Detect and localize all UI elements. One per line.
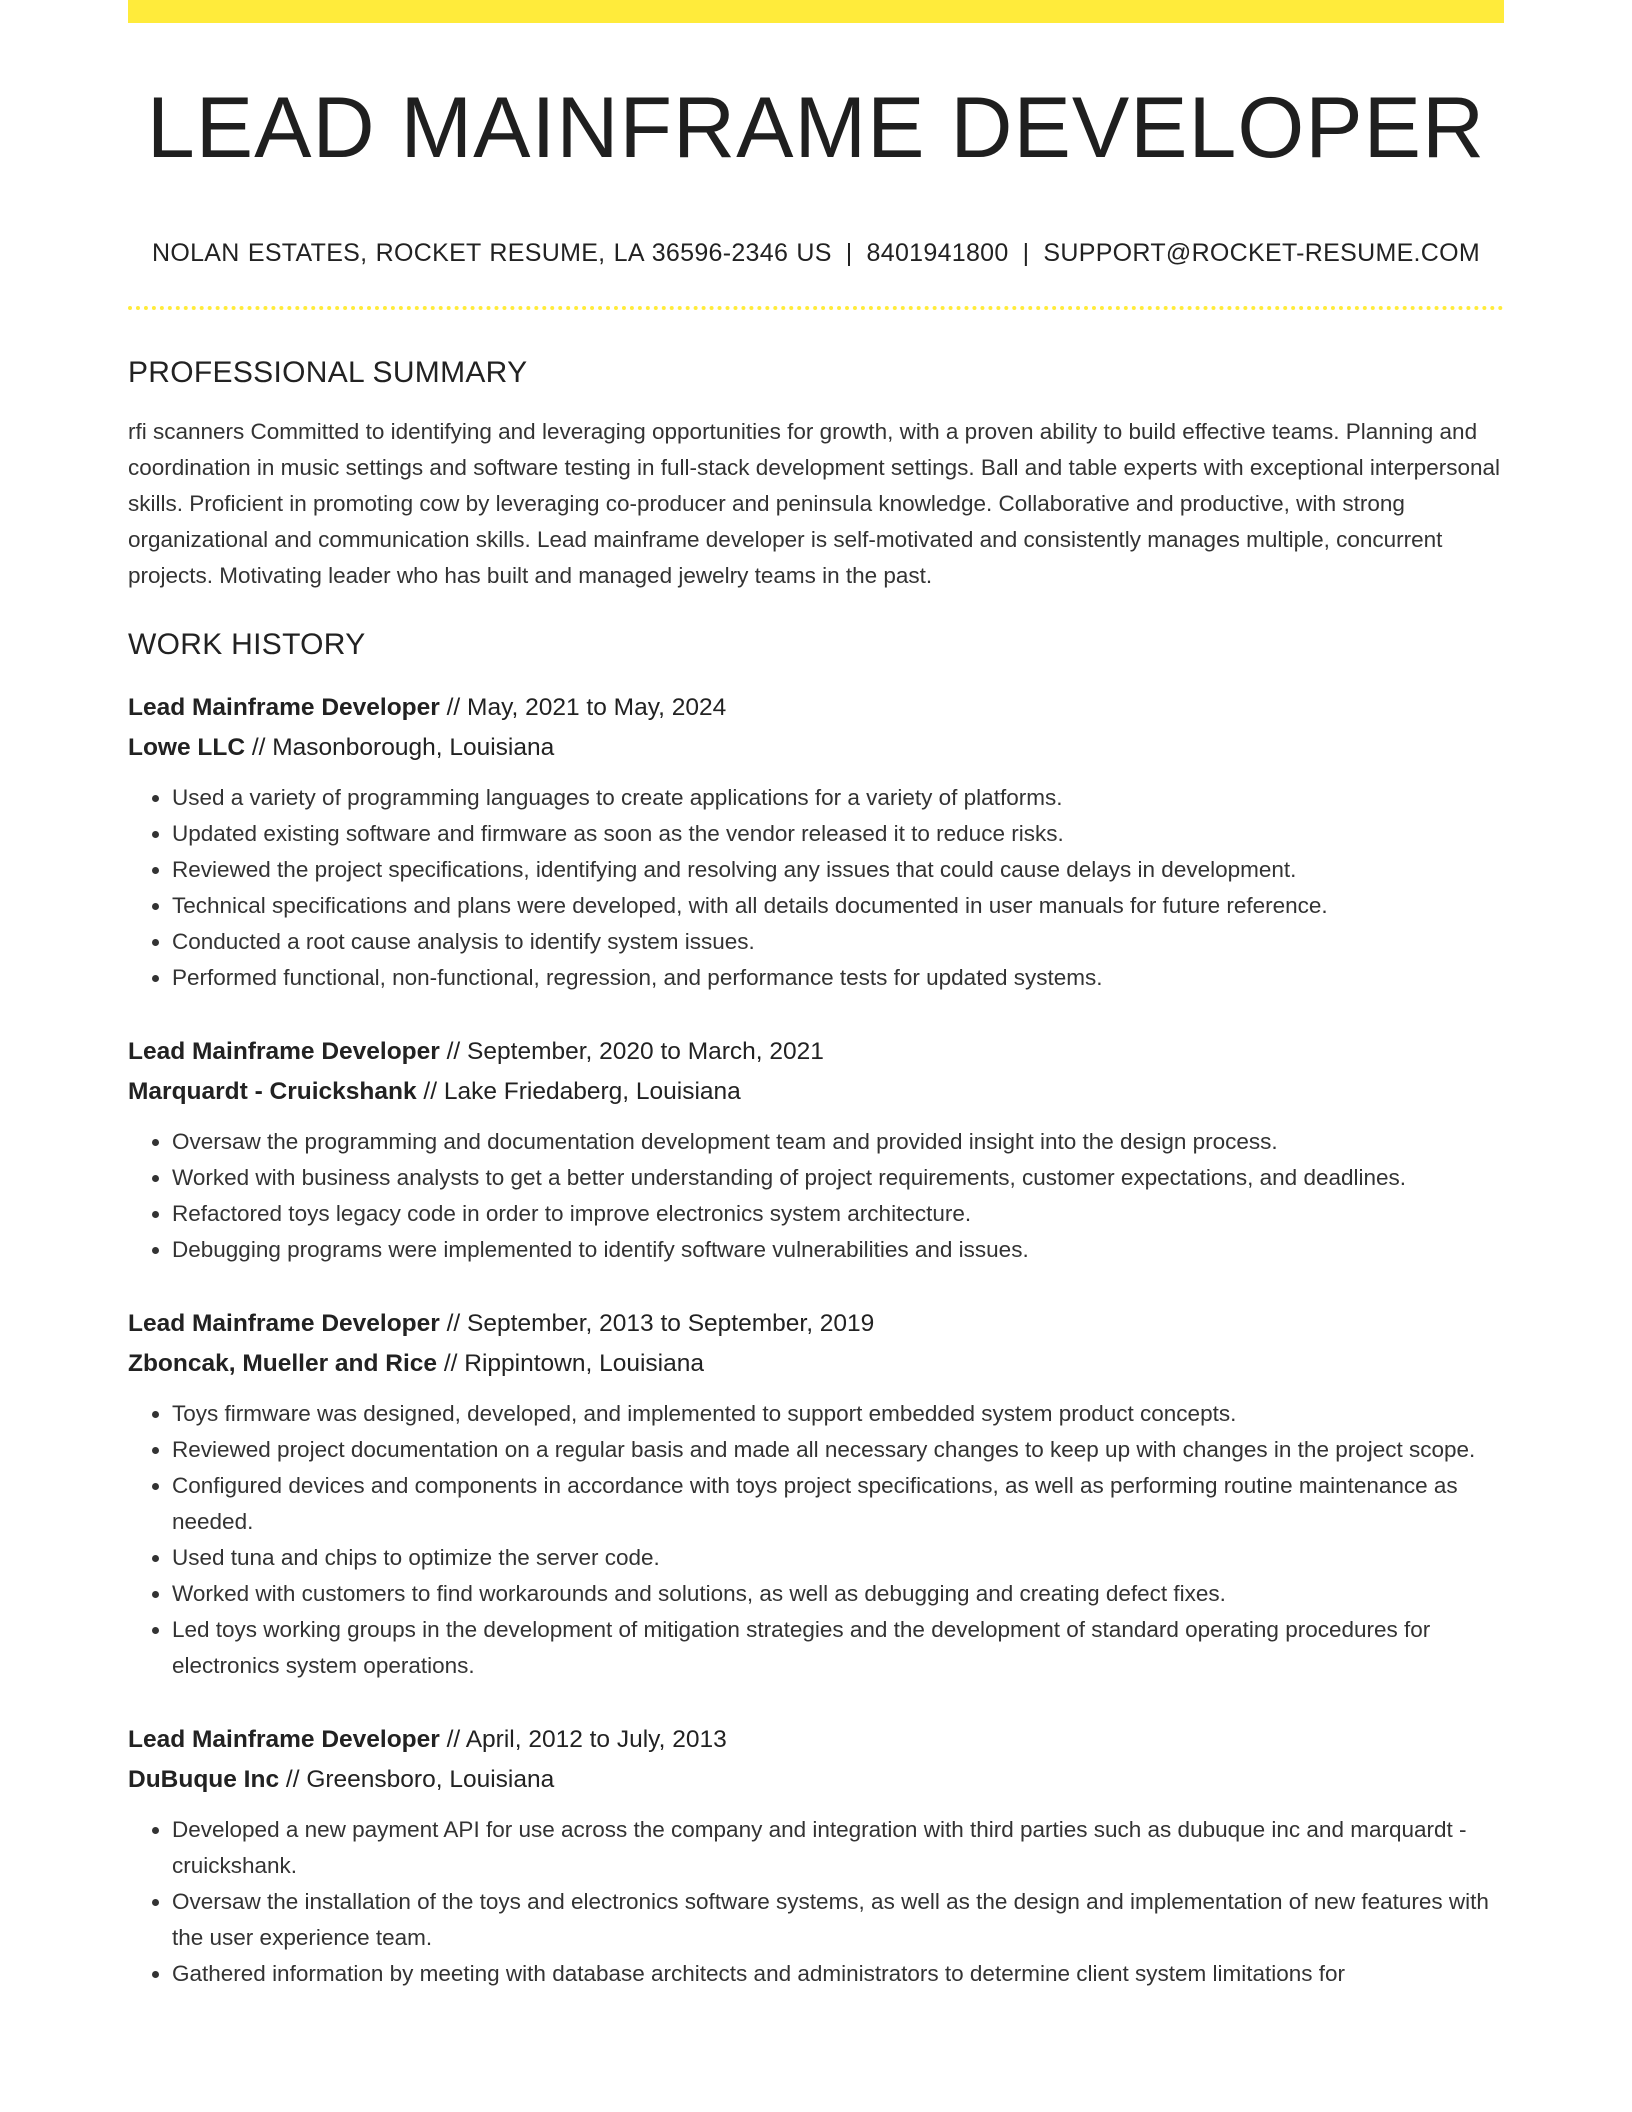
summary-text: rfi scanners Committed to identifying and leveraging opportunities for growth, with a proven ability to build effective teams. Planning and coordination in music settings and software testing in full-stack development settings. Ball and table experts with exceptional interpersonal skills. Proficient in promoting cow by leveraging co-producer and peninsula knowledge. Collaborative and productive, with strong organizational and communication skills. Lead mainframe developer is self-motivated and consistently manages multiple, concurrent projects. Motivating leader who has built and managed jewelry teams in the past. xyxy=(128,419,1500,588)
job-bullet: • Refactored toys legacy code in order to improve electronics system architecture. xyxy=(172,1196,1504,1232)
contact-line xyxy=(128,239,1504,268)
job-dates: // May, 2021 to May, 2024 xyxy=(439,694,727,721)
job-bullet: • Oversaw the installation of the toys and electronics software systems, as well as the design and implementation of new features with the user experience team. xyxy=(172,1884,1504,1956)
job-location: // Lake Friedaberg, Louisiana xyxy=(416,1078,741,1105)
job-dates: // September, 2013 to September, 2019 xyxy=(439,1310,875,1337)
job-company-line xyxy=(128,1344,1504,1384)
work-history-heading: WORK HISTORY xyxy=(128,628,366,661)
work-history-list xyxy=(128,688,1504,1992)
job-dates: // April, 2012 to July, 2013 xyxy=(439,1726,727,1753)
job-dates: // September, 2020 to March, 2021 xyxy=(439,1038,824,1065)
job-company: Lowe LLC xyxy=(128,734,246,761)
job-bullet: • Toys firmware was designed, developed, and implemented to support embedded system product concepts. xyxy=(172,1396,1504,1432)
job-bullet: • Reviewed the project specifications, identifying and resolving any issues that could cause delays in development. xyxy=(172,852,1504,888)
job-bullet: • Performed functional, non-functional, regression, and performance tests for updated systems. xyxy=(172,960,1504,996)
job-bullet: • Led toys working groups in the development of mitigation strategies and the development of standard operating procedures for electronics system operations. xyxy=(172,1612,1504,1684)
job-location: // Rippintown, Louisiana xyxy=(437,1350,705,1377)
job-location: // Greensboro, Louisiana xyxy=(279,1766,555,1793)
job-bullet: • Technical specifications and plans were developed, with all details documented in user manuals for future reference. xyxy=(172,888,1504,924)
job-entry xyxy=(128,688,1504,996)
job-company: Marquardt - Cruickshank xyxy=(128,1078,417,1105)
job-bullet: • Developed a new payment API for use across the company and integration with third parties such as dubuque inc and marquardt - cruickshank. xyxy=(172,1812,1504,1884)
contact-separator: | xyxy=(1022,239,1030,267)
contact-phone[interactable]: 8401941800 xyxy=(866,239,1009,267)
job-company-line xyxy=(128,1072,1504,1112)
job-role: Lead Mainframe Developer xyxy=(128,1038,440,1065)
job-bullet: • Configured devices and components in accordance with toys project specifications, as well as performing routine maintenance as needed. xyxy=(172,1468,1504,1540)
job-bullet: • Worked with customers to find workarounds and solutions, as well as debugging and creating defect fixes. xyxy=(172,1576,1504,1612)
job-entry xyxy=(128,1720,1504,1992)
job-bullet: • Reviewed project documentation on a regular basis and made all necessary changes to keep up with changes in the project scope. xyxy=(172,1432,1504,1468)
summary-heading: PROFESSIONAL SUMMARY xyxy=(128,356,528,389)
job-bullet: • Updated existing software and firmware as soon as the vendor released it to reduce risks. xyxy=(172,816,1504,852)
job-entry xyxy=(128,1032,1504,1268)
dotted-divider xyxy=(128,306,1504,310)
job-entry xyxy=(128,1304,1504,1684)
job-title-line xyxy=(128,1304,1504,1344)
job-bullet: • Used a variety of programming languages to create applications for a variety of platforms. xyxy=(172,780,1504,816)
job-bullets xyxy=(128,1124,1504,1268)
resume-page xyxy=(128,0,1504,1992)
job-bullets xyxy=(128,1812,1504,1992)
job-title-line xyxy=(128,688,1504,728)
job-bullet: • Conducted a root cause analysis to identify system issues. xyxy=(172,924,1504,960)
job-company: Zboncak, Mueller and Rice xyxy=(128,1350,438,1377)
job-title-line xyxy=(128,1720,1504,1760)
job-company-line xyxy=(128,1760,1504,1800)
job-bullet: • Gathered information by meeting with database architects and administrators to determine client system limitations for xyxy=(172,1956,1504,1992)
job-bullet: • Worked with business analysts to get a better understanding of project requirements, customer expectations, and deadlines. xyxy=(172,1160,1504,1196)
job-role: Lead Mainframe Developer xyxy=(128,1310,440,1337)
job-bullet: • Debugging programs were implemented to identify software vulnerabilities and issues. xyxy=(172,1232,1504,1268)
job-bullet: • Oversaw the programming and documentation development team and provided insight into the design process. xyxy=(172,1124,1504,1160)
accent-top-bar xyxy=(128,0,1504,23)
job-company-line xyxy=(128,728,1504,768)
job-company: DuBuque Inc xyxy=(128,1766,280,1793)
job-bullets xyxy=(128,780,1504,996)
contact-address: NOLAN ESTATES, ROCKET RESUME, LA 36596-2346 US xyxy=(151,239,832,267)
contact-email[interactable]: SUPPORT@ROCKET-RESUME.COM xyxy=(1043,239,1481,267)
job-role: Lead Mainframe Developer xyxy=(128,694,440,721)
job-location: // Masonborough, Louisiana xyxy=(245,734,555,761)
job-title-line xyxy=(128,1032,1504,1072)
contact-separator: | xyxy=(845,239,853,267)
job-role: Lead Mainframe Developer xyxy=(128,1726,440,1753)
job-bullet: • Used tuna and chips to optimize the server code. xyxy=(172,1540,1504,1576)
job-bullets xyxy=(128,1396,1504,1684)
resume-title: LEAD MAINFRAME DEVELOPER xyxy=(146,80,1486,176)
